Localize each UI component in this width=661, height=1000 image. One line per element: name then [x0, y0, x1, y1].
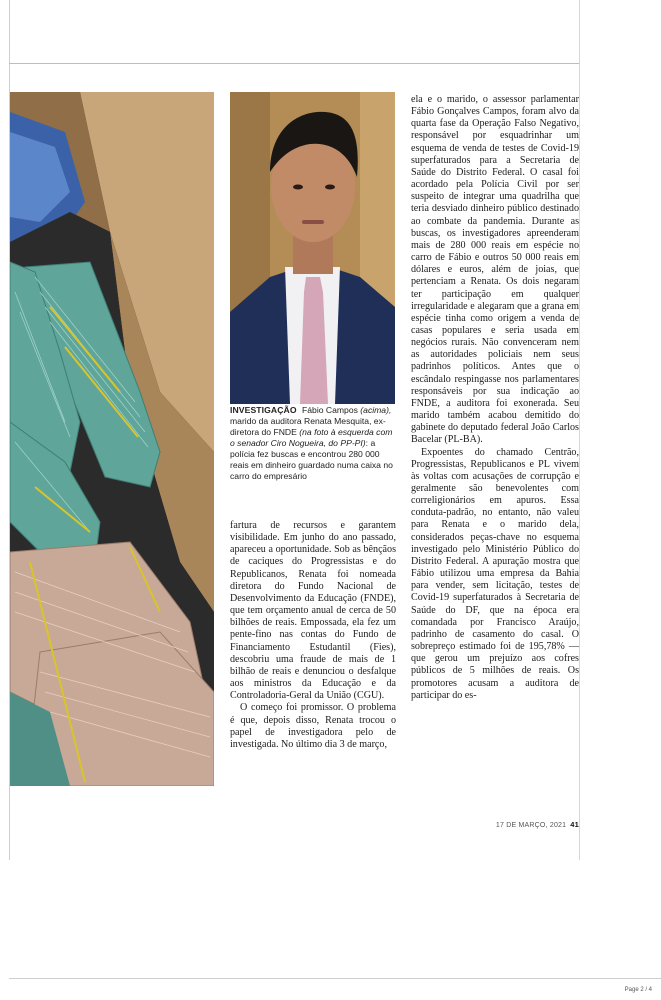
- issue-date: 17 DE MARÇO, 2021: [495, 822, 567, 829]
- paragraph: Expoentes do chamado Centrão, Progressistas, Republicanos e PL vivem às voltas com acusações de corrupção e geralmente são benevolentes com correligionários em apuros. Essa conduta-padrão, no entanto, não valeu para Renata e o marido dela, considerados peças-chave no esquema investigado pelo Ministério Público do Distrito Federal. A apuração mostra que Fábio utilizou uma empresa da Bahia para vender, sem licitação, testes de Covid-19 superfaturados à Secretaria de Saúde do DF, que na época era comandada por Francisco Araújo, padrinho de casamento do casal. O sobrepreço estimado foi de 195,78% — que gerou um prejuízo aos cofres públicos de 5 milhões de reais. Os promotores acusam a auditora de participar do es-: [411, 446, 579, 701]
- page-edge: [579, 0, 580, 860]
- money-box-photo: [10, 92, 214, 786]
- viewer-divider: [9, 978, 661, 979]
- caption-label: INVESTIGAÇÃO: [230, 405, 297, 415]
- caption-text: (na foto à esquerda com o senador Ciro Nogueira, do PP-PI): [230, 427, 393, 448]
- page-number: 41: [570, 820, 579, 829]
- caption-text: marido da auditora Renata Mesquita, ex-diretora do FNDE: [230, 416, 386, 437]
- page-footer: [496, 820, 579, 829]
- paragraph: ela e o marido, o assessor parlamentar Fábio Gonçalves Campos, foram alvo da quarta fase da Operação Falso Negativo, responsável por esquadrinhar um esquema de venda de testes de Covid-19 superfaturados para a Secretaria de Saúde do Distrito Federal. O casal foi acordado pela Polícia Civil por ser suspeito de integrar uma quadrilha que teria desviado dinheiro público destinado ao combate da pandemia. Durante as buscas, os investigadores apreenderam mais de 280 000 reais em espécie no carro de Fábio e outros 50 000 reais em dólares e euros, além de joias, que pertenciam a Renata. Os dois negaram ter participação em qualquer irregularidade e alegaram que a grana em espécie tinha como origem a venda de casas populares e seria usada em negócios rurais. Não convenceram nem as autoridades policiais nem seus padrinhos políticos. Antes que o escândalo respingasse nos parlamentares responsáveis por sua indicação ao FNDE, a auditora foi exonerada. Seu marido também acabou demitido do gabinete do deputado federal João Carlos Bacelar (PL-BA).: [411, 94, 579, 446]
- photo-caption: [230, 405, 398, 482]
- page-indicator: Page 2 / 4: [624, 987, 652, 993]
- paragraph: fartura de recursos e garantem visibilidade. Em junho do ano passado, apareceu a oportunidade. Sob as bênçãos de caciques do Progressistas e do Republicanos, Renata foi nomeada diretora do Fundo Nacional de Desenvolvimento da Educação (FNDE), que tem orçamento anual de cerca de 50 bilhões de reais. Empossada, ela fez um pente-fino nas contas do Fundo de Financiamento Estudantil (Fies), descobriu uma fraude de mais de 1 bilhão de reais e denunciou o desfalque aos ministros da Educação e da Controladoria-Geral da União (CGU).: [230, 520, 396, 702]
- caption-text: Fábio Campos: [302, 405, 358, 415]
- article-column-right: [411, 94, 579, 702]
- portrait-photo: [230, 92, 395, 404]
- caption-text: : a polícia fez buscas e encontrou 280 000 reais em dinheiro guardado numa caixa no carro do empresário: [230, 438, 393, 481]
- paragraph: O começo foi promissor. O problema é que, depois disso, Renata trocou o papel de investigadora pelo de investigada. No último dia 3 de março,: [230, 702, 396, 750]
- top-rule: [9, 63, 579, 64]
- caption-text: (acima),: [360, 405, 392, 415]
- article-column-middle: [230, 520, 396, 751]
